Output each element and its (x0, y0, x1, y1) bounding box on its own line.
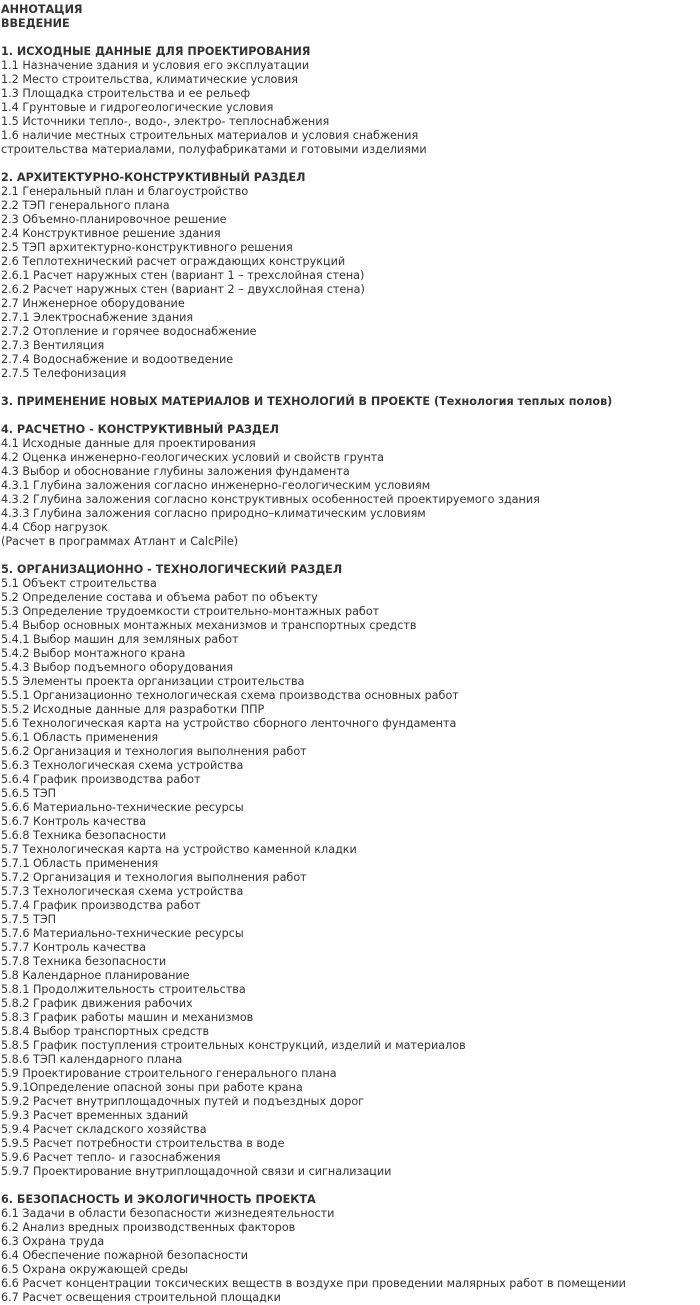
toc-item: 5.7.5 ТЭП (1, 913, 57, 926)
toc-item: 5.4 Выбор основных монтажных механизмов и транспортных средств (1, 619, 417, 632)
toc-item: 5.6.5 ТЭП (1, 787, 57, 800)
toc-section (1, 1193, 700, 1305)
toc-item: 1.5 Источники тепло-, водо-, электро- теплоснабжения (1, 115, 330, 128)
toc-item: 6.3 Охрана труда (1, 1235, 105, 1248)
toc-item: 5.4.1 Выбор машин для земляных работ (1, 633, 239, 646)
section-gap (1, 1179, 700, 1193)
toc-annotation: АННОТАЦИЯ (1, 3, 83, 16)
toc-item: 6.4 Обеспечение пожарной безопасности (1, 1249, 248, 1262)
toc-item: 5.6.3 Технологическая схема устройства (1, 759, 244, 772)
toc-item: 5.7.6 Материально-технические ресурсы (1, 927, 244, 940)
toc-item: 2.7.3 Вентиляция (1, 339, 105, 352)
toc-item: 4.3 Выбор и обоснование глубины заложения фундамента (1, 465, 350, 478)
toc-section (1, 563, 700, 1193)
section-heading: 6. БЕЗОПАСНОСТЬ И ЭКОЛОГИЧНОСТЬ ПРОЕКТА (1, 1193, 316, 1206)
toc-item: 2.7.5 Телефонизация (1, 367, 127, 380)
toc-item: 5.5.2 Исходные данные для разработки ППР (1, 703, 265, 716)
toc-item: 2.7.4 Водоснабжение и водоотведение (1, 353, 234, 366)
toc-introduction: ВВЕДЕНИЕ (1, 17, 70, 30)
toc-item: 6.5 Охрана окружающей среды (1, 1263, 189, 1276)
toc-item: 5.6.8 Техника безопасности (1, 829, 167, 842)
toc-item: 1.4 Грунтовые и гидрогеологические условия (1, 101, 274, 114)
toc-item: 5.3 Определение трудоемкости строительно-монтажных работ (1, 605, 380, 618)
toc-item: 4.3.1 Глубина заложения согласно инженерно-геологическим условиям (1, 479, 431, 492)
toc-item: 5.8.5 График поступления строительных конструкций, изделий и материалов (1, 1039, 466, 1052)
toc-item: 1.6 наличие местных строительных материалов и условия снабжения (1, 129, 419, 142)
toc-item: строительства материалами, полуфабрикатами и готовыми изделиями (1, 143, 427, 156)
toc-item: 1.2 Место строительства, климатические условия (1, 73, 298, 86)
toc-item: 5.8 Календарное планирование (1, 969, 190, 982)
toc-item: 5.7.3 Технологическая схема устройства (1, 885, 244, 898)
section-heading: 3. ПРИМЕНЕНИЕ НОВЫХ МАТЕРИАЛОВ И ТЕХНОЛОГИЙ В ПРОЕКТЕ (Технология теплых полов) (1, 395, 613, 408)
toc-item: 5.7.7 Контроль качества (1, 941, 147, 954)
toc-item: 2.3 Объемно-планировочное решение (1, 213, 227, 226)
toc-item: 6.6 Расчет концентрации токсических веществ в воздухе при проведении малярных работ в помещении (1, 1277, 626, 1290)
toc-item: 2.6.1 Расчет наружных стен (вариант 1 – трехслойная стена) (1, 269, 365, 282)
toc-item: 2.7.1 Электроснабжение здания (1, 311, 194, 324)
section-heading: 4. РАСЧЕТНО - КОНСТРУКТИВНЫЙ РАЗДЕЛ (1, 423, 279, 436)
toc-section (1, 45, 700, 171)
toc-section (1, 423, 700, 563)
toc-item: 2.6.2 Расчет наружных стен (вариант 2 – двухслойная стена) (1, 283, 365, 296)
toc-item: 5.9.7 Проектирование внутриплощадочной связи и сигнализации (1, 1165, 392, 1178)
section-heading: 2. АРХИТЕКТУРНО-КОНСТРУКТИВНЫЙ РАЗДЕЛ (1, 171, 306, 184)
toc-item: 5.8.2 График движения рабочих (1, 997, 193, 1010)
toc-item: 5.2 Определение состава и объема работ по объекту (1, 591, 318, 604)
toc-item: 5.8.3 График работы машин и механизмов (1, 1011, 254, 1024)
toc-item: 5.9.2 Расчет внутриплощадочных путей и подъездных дорог (1, 1095, 365, 1108)
toc-item: 5.7 Технологическая карта на устройство каменной кладки (1, 843, 357, 856)
toc-item: 2.5 ТЭП архитектурно-конструктивного решения (1, 241, 293, 254)
toc-item: 5.9.4 Расчет складского хозяйства (1, 1123, 207, 1136)
toc-item: 5.8.4 Выбор транспортных средств (1, 1025, 210, 1038)
toc-item: 5.8.1 Продолжительность строительства (1, 983, 246, 996)
section-gap (1, 381, 700, 395)
toc-item: 4.2 Оценка инженерно-геологических условий и свойств грунта (1, 451, 385, 464)
section-gap (1, 409, 700, 423)
toc-item: 5.9 Проектирование строительного генерального плана (1, 1067, 337, 1080)
section-heading: 1. ИСХОДНЫЕ ДАННЫЕ ДЛЯ ПРОЕКТИРОВАНИЯ (1, 45, 311, 58)
toc-item: 5.4.3 Выбор подъемного оборудования (1, 661, 234, 674)
toc-item: 5.6.4 График производства работ (1, 773, 201, 786)
toc-item: 5.6.2 Организация и технология выполнения работ (1, 745, 307, 758)
toc-item: 5.7.1 Область применения (1, 857, 159, 870)
section-gap (1, 549, 700, 563)
toc-item: (Расчет в программах Атлант и CalcPile) (1, 535, 239, 548)
toc-item: 5.6 Технологическая карта на устройство сборного ленточного фундамента (1, 717, 457, 730)
toc-item: 4.4 Сбор нагрузок (1, 521, 108, 534)
toc-item: 6.1 Задачи в области безопасности жизнедеятельности (1, 1207, 335, 1220)
toc-item: 5.7.8 Техника безопасности (1, 955, 167, 968)
toc-item: 5.1 Объект строительства (1, 577, 157, 590)
toc-item: 5.9.5 Расчет потребности строительства в воде (1, 1137, 285, 1150)
toc-item: 5.4.2 Выбор монтажного крана (1, 647, 186, 660)
section-gap (1, 31, 700, 45)
toc-item: 5.6.7 Контроль качества (1, 815, 147, 828)
toc-item: 4.1 Исходные данные для проектирования (1, 437, 256, 450)
toc-item: 1.3 Площадка строительства и ее рельеф (1, 87, 251, 100)
toc-item: 2.1 Генеральный план и благоустройство (1, 185, 249, 198)
section-heading: 5. ОРГАНИЗАЦИОННО - ТЕХНОЛОГИЧЕСКИЙ РАЗДЕЛ (1, 563, 343, 576)
toc-item: 5.7.2 Организация и технология выполнения работ (1, 871, 307, 884)
toc-item: 5.6.6 Материально-технические ресурсы (1, 801, 244, 814)
toc-item: 5.9.3 Расчет временных зданий (1, 1109, 189, 1122)
toc-item: 2.2 ТЭП генерального плана (1, 199, 170, 212)
toc-item: 6.7 Расчет освещения строительной площадки (1, 1291, 281, 1304)
toc-item: 2.6 Теплотехнический расчет ограждающих конструкций (1, 255, 346, 268)
toc-item: 5.5 Элементы проекта организации строительства (1, 675, 305, 688)
toc-item: 5.7.4 График производства работ (1, 899, 201, 912)
toc-item: 1.1 Назначение здания и условия его эксплуатации (1, 59, 310, 72)
toc-item: 2.7.2 Отопление и горячее водоснабжение (1, 325, 257, 338)
toc-item: 5.6.1 Область применения (1, 731, 159, 744)
toc-item: 4.3.3 Глубина заложения согласно природно–климатическим условиям (1, 507, 426, 520)
toc-item: 5.9.1Определение опасной зоны при работе крана (1, 1081, 303, 1094)
toc-item: 2.4 Конструктивное решение здания (1, 227, 221, 240)
toc-item: 6.2 Анализ вредных производственных факторов (1, 1221, 296, 1234)
section-gap (1, 157, 700, 171)
toc-item: 5.8.6 ТЭП календарного плана (1, 1053, 183, 1066)
toc-item: 5.5.1 Организационно технологическая схема производства основных работ (1, 689, 459, 702)
toc-section (1, 171, 700, 395)
toc-item: 2.7 Инженерное оборудование (1, 297, 185, 310)
toc-section (1, 395, 700, 423)
toc-sections (1, 45, 700, 1305)
toc-item: 5.9.6 Расчет тепло- и газоснабжения (1, 1151, 221, 1164)
toc-item: 4.3.2 Глубина заложения согласно конструктивных особенностей проектируемого здания (1, 493, 540, 506)
